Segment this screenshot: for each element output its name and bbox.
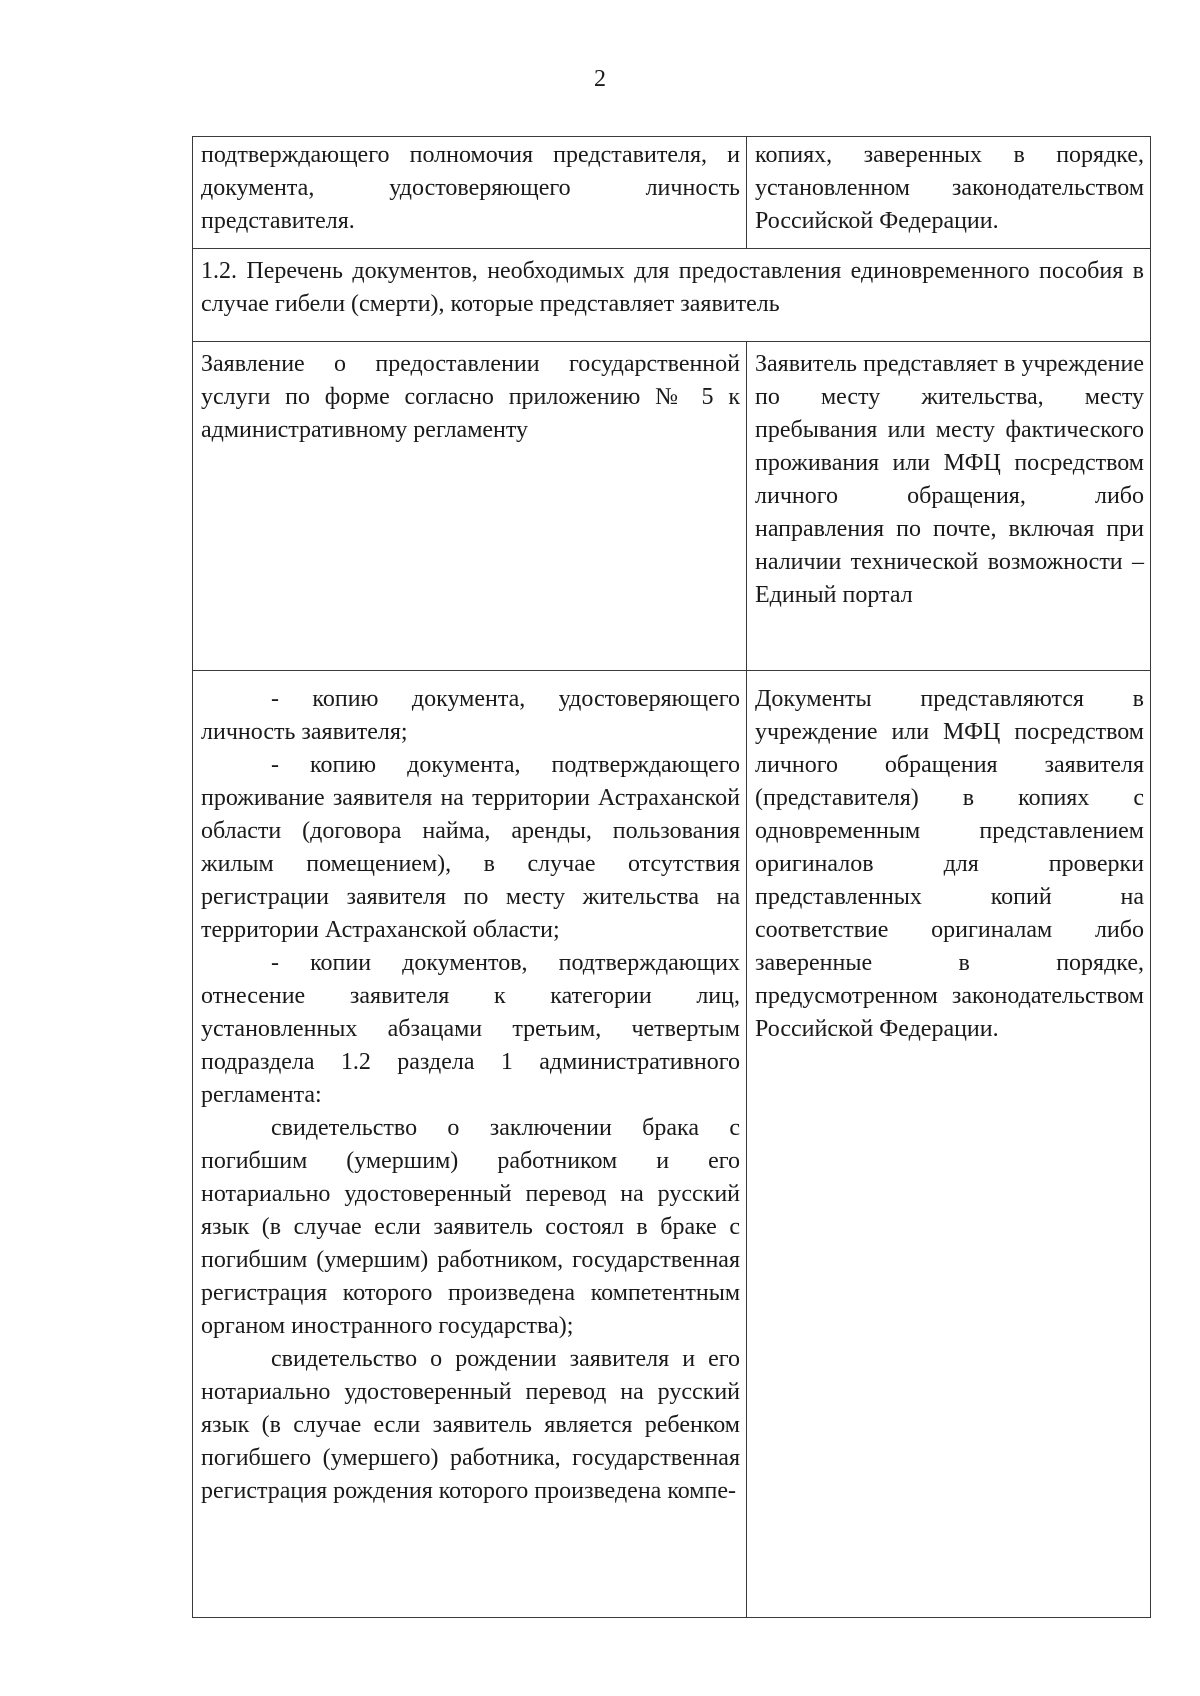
table-row-continuation xyxy=(193,137,1151,249)
table-row-section-heading xyxy=(193,249,1151,342)
continuation-right-cell: копиях, заверенных в порядке, установленном законодательством Российской Федерации. xyxy=(747,137,1151,249)
documents-item-5: свидетельство о рождении заявителя и его нотариально удостоверенный перевод на русский язык (в случае если заявитель является ребенком погибшего (умершего) работника, государственная регистрация рождения которого произведена компе- xyxy=(201,1346,740,1504)
application-left-cell: Заявление о предоставлении государственной услуги по форме согласно приложению № 5 к административному регламенту xyxy=(193,342,747,671)
documents-item-4: свидетельство о заключении брака с погибшим (умершим) работником и его нотариально удостоверенный перевод на русский язык (в случае если заявитель состоял в браке с погибшим (умершим) работником, государственная регистрация которого произведена компетентным органом иностранного государства); xyxy=(201,1115,740,1339)
documents-item-2: - копию документа, подтверждающего проживание заявителя на территории Астраханской области (договора найма, аренды, пользования жилым помещением), в случае отсутствия регистрации заявителя по месту жительства на территории Астраханской области; xyxy=(201,752,740,943)
documents-right-cell: Документы представляются в учреждение или МФЦ посредством личного обращения заявителя (представителя) в копиях с одновременным представлением оригиналов для проверки представленных копий на соответствие оригиналам либо заверенные в порядке, предусмотренном законодательством Российской Федерации. xyxy=(747,671,1151,1618)
documents-table xyxy=(192,136,1151,1618)
documents-item-1: - копию документа, удостоверяющего личность заявителя; xyxy=(201,686,740,745)
page-number: 2 xyxy=(594,66,606,92)
documents-item-3: - копии документов, подтверждающих отнесение заявителя к категории лиц, установленных абзацами третьим, четвертым подраздела 1.2 раздела 1 административного регламента: xyxy=(201,950,740,1108)
table-row-documents xyxy=(193,671,1151,1618)
continuation-left-cell: подтверждающего полномочия представителя, и документа, удостоверяющего личность представителя. xyxy=(193,137,747,249)
section-heading-cell: 1.2. Перечень документов, необходимых для предоставления единовременного пособия в случае гибели (смерти), которые представляет заявитель xyxy=(193,249,1151,342)
application-right-cell: Заявитель представляет в учреждение по месту жительства, месту пребывания или месту фактического проживания или МФЦ посредством личного обращения, либо направления по почте, включая при наличии технической возможности – Единый портал xyxy=(747,342,1151,671)
documents-left-cell xyxy=(193,671,747,1618)
table-row-application xyxy=(193,342,1151,671)
